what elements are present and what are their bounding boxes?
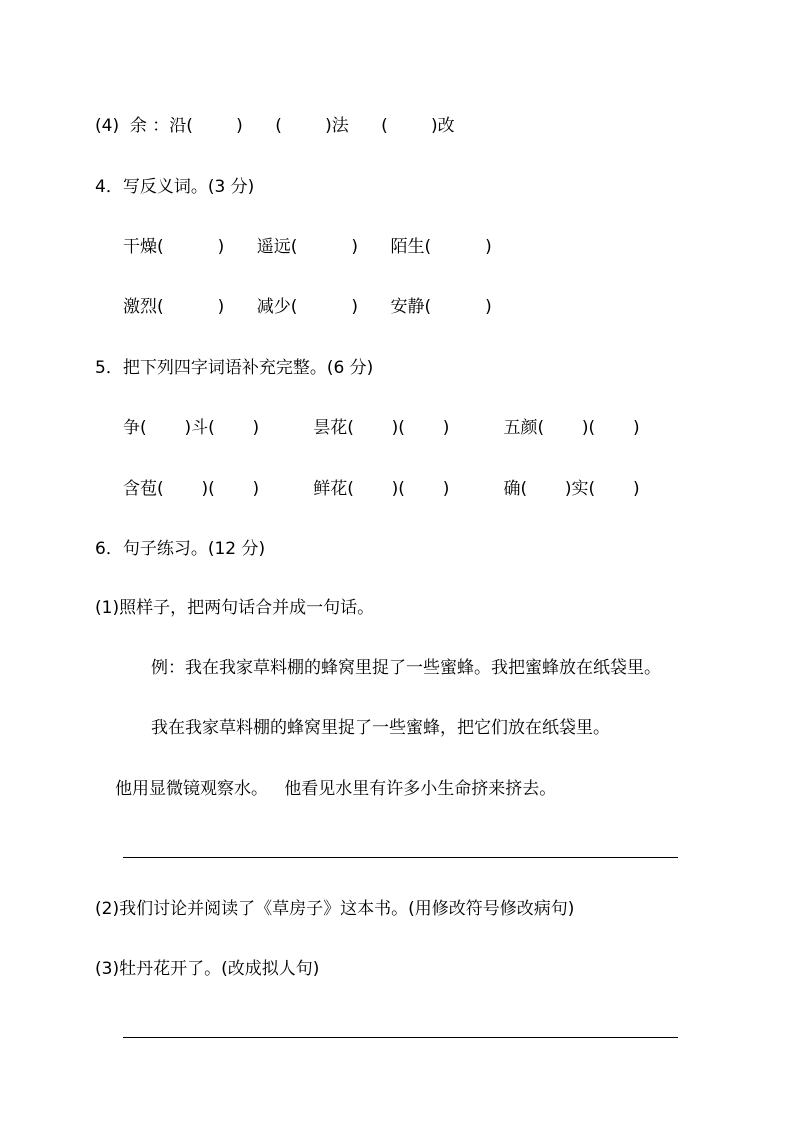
- q4-heading: 4．写反义词。(3 分): [95, 177, 255, 197]
- answer-line-2: [123, 1037, 678, 1038]
- q6-part2: (2)我们讨论并阅读了《草房子》这本书。(用修改符号修改病句): [95, 899, 575, 919]
- q5-heading: 5．把下列四字词语补充完整。(6 分): [95, 358, 374, 378]
- q6-example-line-1: 例：我在我家草料棚的蜂窝里捉了一些蜜蜂。我把蜜蜂放在纸袋里。: [151, 658, 661, 678]
- q4-row-1: 干燥( ) 遥远( ) 陌生( ): [123, 237, 492, 257]
- q5-row-1: 争( )斗( ) 昙花( )( ) 五颜( )( ): [123, 418, 640, 438]
- q4-row-2: 激烈( ) 减少( ) 安静( ): [123, 297, 492, 317]
- q6-example-line-2: 我在我家草料棚的蜂窝里捉了一些蜜蜂，把它们放在纸袋里。: [151, 718, 610, 738]
- answer-line-1: [123, 857, 678, 858]
- q3-item-4: (4) 余 ：沿( ) ( )法 ( )改: [95, 116, 455, 136]
- q6-part1-task: 他用显微镜观察水。 他看见水里有许多小生命挤来挤去。: [115, 779, 557, 799]
- q6-part3: (3)牡丹花开了。(改成拟人句): [95, 959, 320, 979]
- q5-row-2: 含苞( )( ) 鲜花( )( ) 确( )实( ): [123, 479, 640, 499]
- q6-heading: 6．句子练习。(12 分): [95, 539, 266, 559]
- q6-part1-instruction: (1)照样子，把两句话合并成一句话。: [95, 598, 375, 618]
